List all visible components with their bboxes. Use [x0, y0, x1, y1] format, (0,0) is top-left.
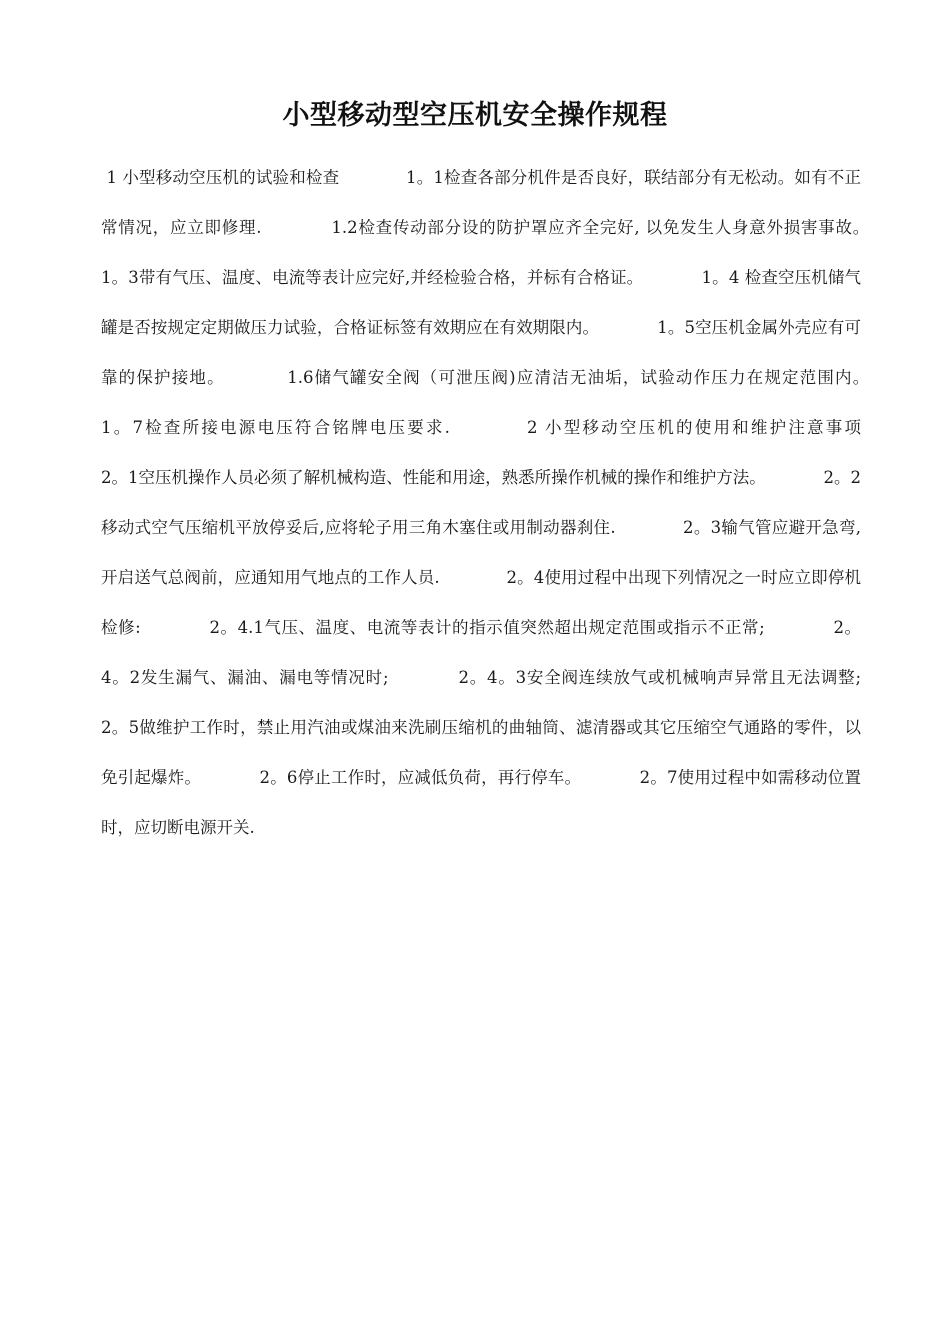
document-body-text: 1 小型移动空压机的试验和检查 1。1检查各部分机件是否良好，联结部分有无松动。如有不正常情况，应立即修理. 1.2检查传动部分设的防护罩应齐全完好, 以免发生人身意外损害事故。 1。3带有气压、温度、电流等表计应完好,并经检验合格，并标有合格证。 1。4 检查空压机储气罐是否按规定定期做压力试验，合格证标签有效期应在有效期限内。 1。5空压机金属外壳应有可靠的保护接地。 1.6储气罐安全阀（可泄压阀)应清洁无油垢，试验动作压力在规定范围内。 1。7检查所接电源电压符合铭牌电压要求. 2 小型移动空压机的使用和维护注意事项 2。1空压机操作人员必须了解机械构造、性能和用途，熟悉所操作机械的操作和维护方法。 2。2移动式空气压缩机平放停妥后,应将轮子用三角木塞住或用制动器刹住. 2。3输气管应避开急弯,开启送气总阀前，应通知用气地点的工作人员. 2。4使用过程中出现下列情况之一时应立即停机检修: 2。4.1气压、温度、电流等表计的指示值突然超出规定范围或指示不正常; 2。4。2发生漏气、漏油、漏电等情况时; 2。4。3安全阀连续放气或机械响声异常且无法调整; 2。5做维护工作时，禁止用汽油或煤油来洗刷压缩机的曲轴筒、滤清器或其它压缩空气通路的零件，以免引起爆炸。 2。6停止工作时，应减低负荷，再行停车。 2。7使用过程中如需移动位置时，应切断电源开关. [101, 168, 927, 837]
document-title: 小型移动型空压机安全操作规程 [282, 100, 668, 131]
